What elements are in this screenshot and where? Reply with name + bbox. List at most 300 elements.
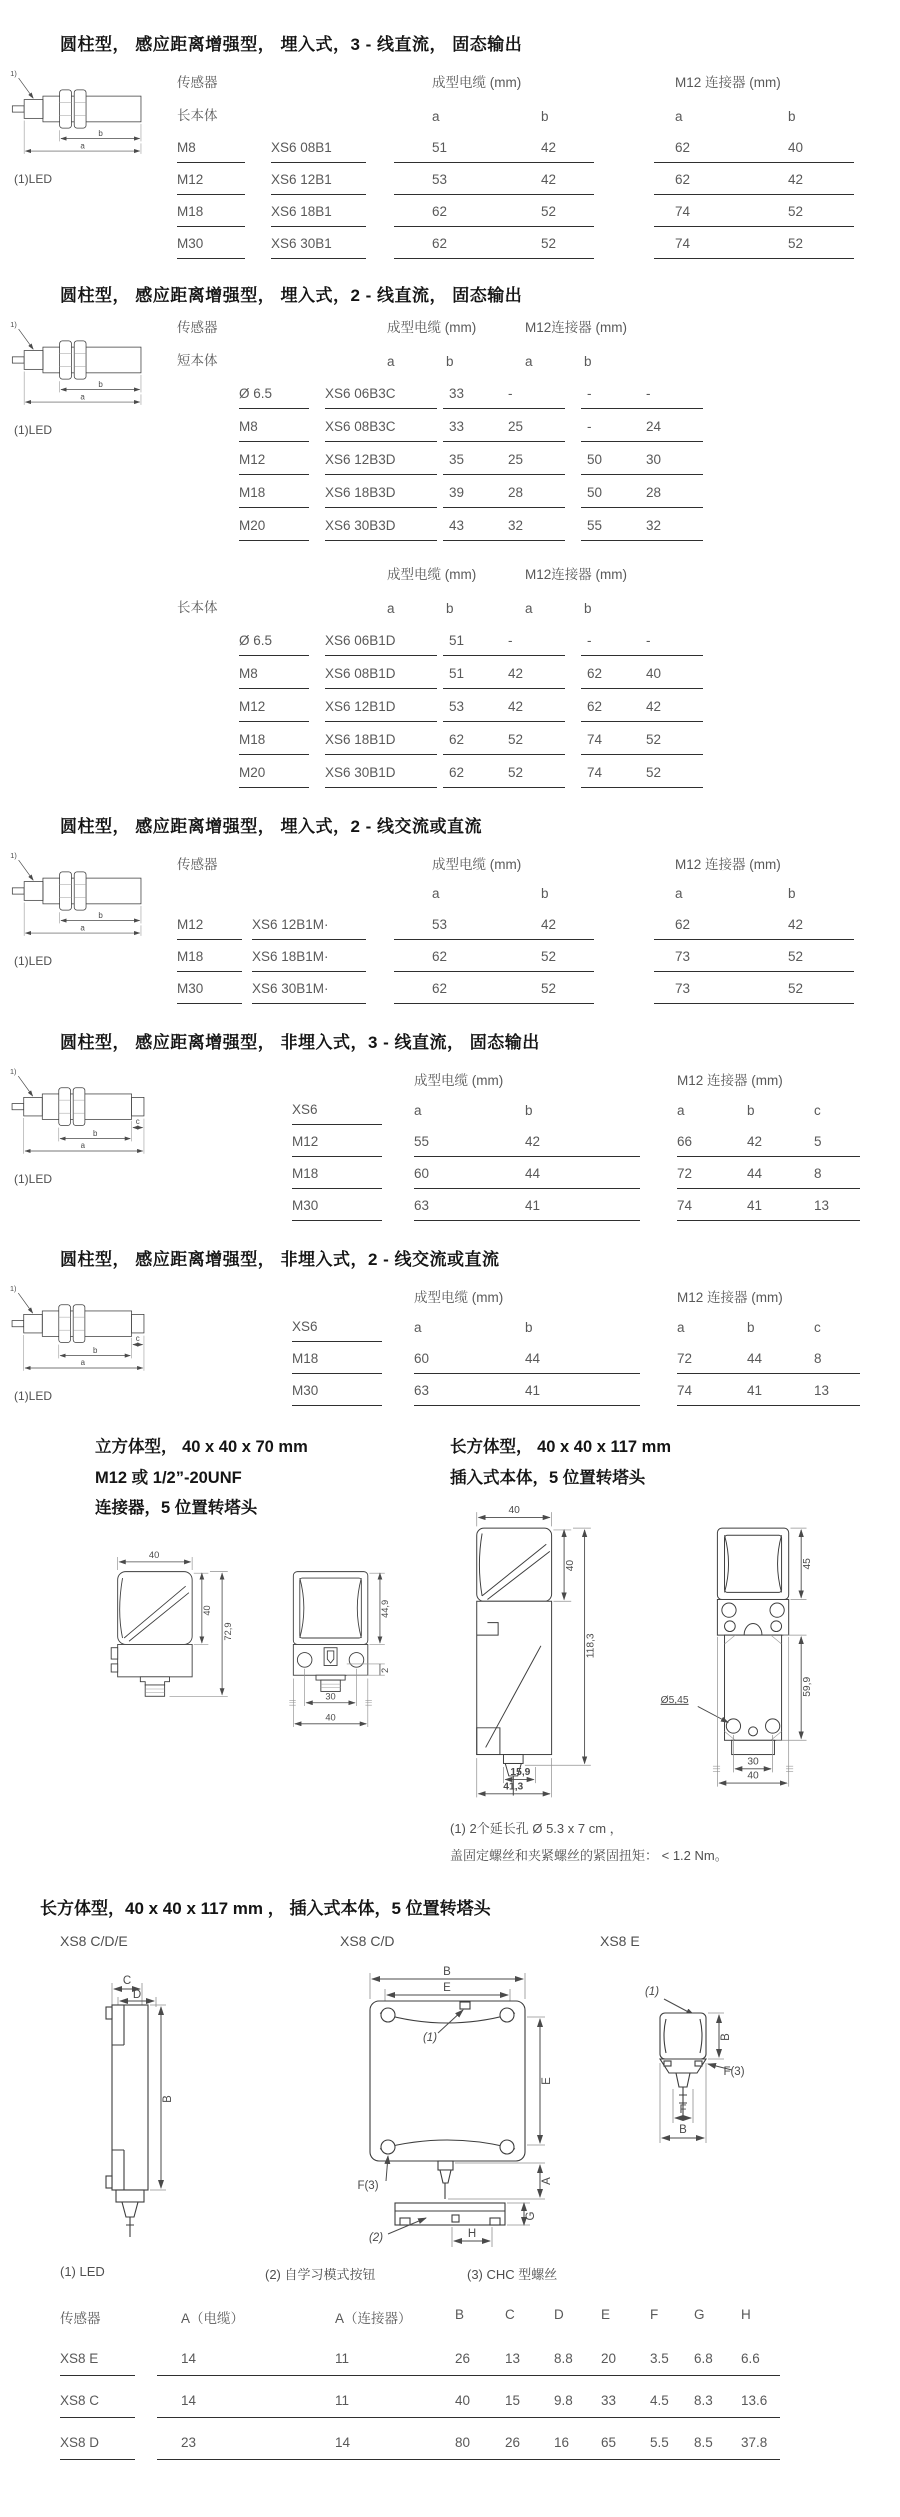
cell-model: XS6 12B1M·: [252, 917, 366, 940]
col-a: a: [677, 1320, 685, 1335]
dim-G: G: [525, 2211, 537, 2221]
dim-depth: 41,3: [503, 1781, 524, 1793]
section5-title: 圆柱型， 感应距离增强型， 非埋入式，2 - 线交流或直流: [60, 1250, 500, 1269]
table-subheader-row: [177, 886, 900, 908]
col-b: b: [541, 109, 549, 124]
cell-model: XS6 18B1M·: [252, 949, 366, 972]
section3-block: [0, 837, 900, 1004]
family-label: XS6: [292, 1102, 382, 1125]
table-row: [239, 633, 900, 656]
cell-conn-a: 66: [677, 1134, 693, 1149]
table-row: [239, 419, 900, 442]
cell-model: XS8 E: [60, 2351, 135, 2376]
cell-conn-c: 13: [814, 1383, 830, 1398]
table-row: [239, 386, 900, 409]
cell-d: 9.8: [554, 2393, 573, 2409]
cube-title-line3: 连接器，5 位置转塔头: [95, 1499, 258, 1518]
cell-cable-a: 51: [432, 140, 448, 155]
xs8-e-drawing: [600, 1955, 815, 2245]
cell-cable-a: 33: [449, 419, 465, 434]
section1-title: 圆柱型， 感应距离增强型， 埋入式，3 - 线直流， 固态输出: [60, 35, 523, 54]
dim-E: E: [541, 2077, 553, 2086]
col-e: E: [601, 2307, 611, 2323]
cell-cable-a: 62: [449, 732, 465, 747]
cell-cable-b: 41: [525, 1383, 541, 1398]
cell-cable-b: 44: [525, 1351, 541, 1366]
cell-conn-a: 50: [587, 452, 603, 467]
cell-cable-a: 62: [432, 981, 448, 996]
cell-cable-a: 33: [449, 386, 465, 401]
cylindrical-sensor-flush-drawing: [10, 851, 160, 940]
dim-hole-diameter: Ø5,45: [660, 1694, 689, 1706]
dim-B: B: [720, 2033, 732, 2042]
table-row: [239, 452, 900, 475]
cylindrical-sensor-flush-drawing: [10, 320, 160, 409]
cell-cable-b: 25: [508, 452, 524, 467]
cell-conn-b: 24: [646, 419, 662, 434]
xs8-cde-side-drawing: [60, 1955, 235, 2245]
cylindrical-sensor-nonflush-drawing: [10, 1284, 168, 1375]
table-row: [60, 2435, 900, 2460]
cell-size: M18: [239, 732, 309, 755]
cell-size: M30: [292, 1383, 382, 1406]
cell-c: 15: [505, 2393, 521, 2409]
dim-head-height: 40: [565, 1559, 576, 1572]
cell-size: M12: [239, 452, 309, 475]
xs8-cde-label: XS8 C/D/E: [60, 1933, 128, 1950]
section4-title: 圆柱型， 感应距离增强型， 非埋入式，3 - 线直流， 固态输出: [60, 1033, 540, 1052]
table-row: [292, 1166, 900, 1189]
cell-conn-b: -: [646, 633, 651, 648]
form-factor-section: [0, 1432, 900, 1868]
col-b: b: [788, 886, 796, 901]
cell-size: M8: [239, 419, 309, 442]
cell-conn-b: 52: [788, 949, 804, 964]
cell-conn-a: 74: [677, 1383, 693, 1398]
cell-conn-a: 74: [675, 236, 691, 251]
section3-title: 圆柱型， 感应距离增强型， 埋入式，2 - 线交流或直流: [60, 817, 483, 836]
cell-a-cable: 14: [181, 2393, 197, 2409]
cell-conn-a: 73: [675, 981, 691, 996]
xs8-section-title: 长方体型，40 x 40 x 117 mm ， 插入式本体，5 位置转塔头: [40, 1899, 491, 1919]
cell-size: M18: [239, 485, 309, 508]
col-a: a: [387, 354, 395, 369]
table-row: [239, 732, 900, 755]
table-row: [177, 236, 900, 259]
col-b: b: [584, 601, 592, 616]
cell-cable-b: 44: [525, 1166, 541, 1181]
cell-cable-b: 42: [541, 140, 557, 155]
cell-size: Ø 6.5: [239, 633, 309, 656]
col-cable: 成型电缆 (mm): [432, 75, 522, 90]
cell-cable-a: 39: [449, 485, 465, 500]
col-b: b: [446, 354, 454, 369]
dim-B: B: [679, 2124, 687, 2137]
col-sensor: 传感器: [177, 75, 218, 90]
col-b: b: [788, 109, 796, 124]
led-footnote: (1)LED: [14, 954, 53, 968]
dim-H: H: [467, 2228, 477, 2241]
cell-conn-b: 42: [788, 917, 804, 932]
section2-table: [177, 306, 900, 788]
section2-diagram: [10, 306, 177, 437]
callout-1-label: (1): [644, 1986, 660, 1999]
dim-gland-offset: 15,9: [510, 1767, 531, 1779]
cell-size: M20: [239, 518, 309, 541]
xs8-cde-column: [60, 1933, 340, 2258]
table-row: [239, 518, 900, 541]
section2-title: 圆柱型， 感应距离增强型， 埋入式，2 - 线直流， 固态输出: [60, 286, 523, 305]
col-f: F: [650, 2307, 659, 2323]
cell-conn-b: 42: [788, 172, 804, 187]
cell-size: M12: [239, 699, 309, 722]
cell-size: M12: [177, 917, 242, 940]
cell-conn-b: 52: [788, 981, 804, 996]
cell-model: XS6 30B1D: [325, 765, 437, 788]
cell-size: M8: [239, 666, 309, 689]
cell-model: XS6 12B3D: [325, 452, 437, 475]
cell-conn-a: -: [587, 633, 592, 648]
col-g: G: [694, 2307, 705, 2323]
dim-gap: 2: [380, 1667, 391, 1673]
col-a: a: [675, 886, 683, 901]
dim-width: 40: [148, 1549, 160, 1560]
cell-cable-a: 62: [449, 765, 465, 780]
rect-note-line1: (1) 2个延长孔 Ø 5.3 x 7 cm ，: [450, 1821, 623, 1837]
cell-h: 6.6: [741, 2351, 760, 2367]
cell-h: 37.8: [741, 2435, 768, 2451]
cell-conn-a: 62: [675, 917, 691, 932]
col-a: a: [432, 109, 440, 124]
cell-e: 65: [601, 2435, 617, 2451]
cube-title-line2: M12 或 1/2”-20UNF: [95, 1468, 242, 1487]
cell-f: 4.5: [650, 2393, 669, 2409]
cell-model: XS8 C: [60, 2393, 135, 2418]
cell-size: M18: [292, 1166, 382, 1189]
col-cable: 成型电缆 (mm): [414, 1073, 504, 1088]
cell-conn-c: 5: [814, 1134, 822, 1149]
cell-conn-b: 40: [646, 666, 662, 681]
col-a: a: [432, 886, 440, 901]
section4-block: [0, 1053, 900, 1221]
table-row: [60, 2393, 900, 2418]
cell-cable-b: 52: [541, 204, 557, 219]
col-connector: M12连接器 (mm): [525, 567, 627, 582]
cell-cable-a: 60: [414, 1166, 430, 1181]
cell-cable-b: 41: [525, 1198, 541, 1213]
cell-conn-a: 62: [587, 699, 603, 714]
table-row: [239, 485, 900, 508]
led-footnote: (1)LED: [14, 172, 53, 186]
table-row: [177, 949, 900, 972]
table-row: [292, 1198, 900, 1221]
cylindrical-sensor-flush-drawing: [10, 69, 160, 158]
col-cable: 成型电缆 (mm): [414, 1290, 504, 1305]
col-a-cable: A（电缆）: [181, 2311, 245, 2327]
col-a: a: [675, 109, 683, 124]
cell-model: XS6 18B1: [271, 204, 366, 227]
section1-diagram: [10, 55, 177, 186]
dim-hole-pitch: 30: [325, 1691, 336, 1702]
col-b: b: [747, 1103, 755, 1118]
rect-title-line1: 长方体型， 40 x 40 x 117 mm: [450, 1438, 672, 1456]
dim-hole-pitch: 30: [747, 1756, 759, 1768]
cell-conn-b: 41: [747, 1198, 763, 1213]
cell-conn-b: 52: [646, 765, 662, 780]
xs8-cd-front-drawing: [340, 1955, 590, 2253]
cell-conn-c: 8: [814, 1166, 822, 1181]
cell-conn-a: 50: [587, 485, 603, 500]
cell-cable-b: 25: [508, 419, 524, 434]
body-length-label: 长本体: [177, 600, 218, 615]
table-header-row: [60, 2307, 900, 2334]
cell-cable-b: 42: [508, 666, 524, 681]
led-footnote: (1)LED: [14, 1172, 53, 1186]
cell-conn-a: 74: [587, 765, 603, 780]
cell-model: XS6 18B1D: [325, 732, 437, 755]
cell-conn-a: -: [587, 386, 592, 401]
cell-a-cable: 23: [181, 2435, 197, 2451]
table-row: [177, 981, 900, 1004]
cell-cable-b: 52: [508, 732, 524, 747]
table-row: [177, 204, 900, 227]
section4-table: [292, 1053, 900, 1221]
footnote-teach-button: (2) 自学习模式按钮: [265, 2267, 376, 2283]
cell-size: Ø 6.5: [239, 386, 309, 409]
col-d: D: [554, 2307, 564, 2323]
cell-conn-a: 72: [677, 1351, 693, 1366]
cell-g: 8.5: [694, 2435, 713, 2451]
cell-size: M18: [177, 204, 245, 227]
cell-model: XS6 12B1: [271, 172, 366, 195]
table-subheader-row: [177, 349, 900, 376]
xs8-cd-label: XS8 C/D: [340, 1933, 395, 1950]
cell-conn-a: 72: [677, 1166, 693, 1181]
col-c: c: [814, 1320, 821, 1335]
cell-cable-a: 53: [449, 699, 465, 714]
cell-conn-c: 8: [814, 1351, 822, 1366]
cell-g: 8.3: [694, 2393, 713, 2409]
table-header-row: [177, 316, 900, 343]
rect-title-line2: 插入式本体，5 位置转塔头: [450, 1468, 646, 1487]
cell-cable-a: 35: [449, 452, 465, 467]
cell-cable-b: 42: [541, 917, 557, 932]
col-cable: 成型电缆 (mm): [387, 567, 477, 582]
cell-model: XS6 08B1: [271, 140, 366, 163]
family-label: XS6: [292, 1319, 382, 1342]
table-row: [177, 917, 900, 940]
led-footnote: (1)LED: [14, 1389, 53, 1403]
cell-conn-a: 73: [675, 949, 691, 964]
cell-a-connector: 11: [335, 2351, 350, 2367]
col-connector: M12 连接器 (mm): [677, 1073, 783, 1088]
dim-base-width: 40: [747, 1770, 759, 1782]
table-subheader-row: [292, 1319, 900, 1342]
table-header-row: [292, 1069, 900, 1096]
cell-conn-a: -: [587, 419, 592, 434]
cell-e: 33: [601, 2393, 617, 2409]
table-row: [292, 1351, 900, 1374]
col-b: b: [541, 886, 549, 901]
cell-conn-b: 52: [788, 204, 804, 219]
section2-block: [0, 306, 900, 788]
cell-c: 26: [505, 2435, 521, 2451]
cell-conn-a: 62: [675, 172, 691, 187]
cell-cable-a: 60: [414, 1351, 430, 1366]
cell-conn-b: 28: [646, 485, 662, 500]
callout-1-label: (1): [422, 2032, 438, 2045]
col-b: b: [446, 601, 454, 616]
cell-cable-a: 55: [414, 1134, 430, 1149]
col-a-connector: A（连接器）: [335, 2311, 412, 2327]
dim-total-height: 72,9: [223, 1622, 233, 1641]
cell-conn-b: 44: [747, 1351, 763, 1366]
cell-f: 5.5: [650, 2435, 669, 2451]
rect-sensor-drawing: [450, 1503, 860, 1802]
cell-cable-b: 32: [508, 518, 524, 533]
cube-column: [0, 1432, 450, 1868]
cell-size: M8: [177, 140, 245, 163]
cylindrical-sensor-nonflush-drawing: [10, 1067, 168, 1158]
cell-cable-b: 28: [508, 485, 524, 500]
dim-total-height: 118,3: [585, 1633, 597, 1659]
cell-conn-a: 74: [675, 204, 691, 219]
table-header-row: [292, 1286, 900, 1313]
dim-F3: F(3): [723, 2066, 745, 2079]
cell-conn-a: 74: [677, 1198, 693, 1213]
callout-2-label: (2): [368, 2232, 384, 2245]
cell-cable-a: 51: [449, 666, 465, 681]
dim-F: F: [679, 2104, 687, 2117]
table-row: [239, 666, 900, 689]
cell-b: 80: [455, 2435, 471, 2451]
cell-cable-a: 62: [432, 236, 448, 251]
col-c: c: [814, 1103, 821, 1118]
cell-cable-b: 52: [541, 981, 557, 996]
cell-conn-a: 62: [675, 140, 691, 155]
col-h: H: [741, 2307, 751, 2323]
cell-cable-b: 52: [541, 236, 557, 251]
cell-model: XS6 06B3C: [325, 386, 437, 409]
cell-conn-b: 52: [788, 236, 804, 251]
col-b: b: [747, 1320, 755, 1335]
col-b: b: [525, 1103, 533, 1118]
cell-size: M30: [292, 1198, 382, 1221]
col-a: a: [387, 601, 395, 616]
cube-title-line1: 立方体型， 40 x 40 x 70 mm: [95, 1438, 308, 1456]
cell-cable-a: 53: [432, 172, 448, 187]
col-connector: M12连接器 (mm): [525, 320, 627, 335]
cell-cable-b: -: [508, 633, 513, 648]
table-subheader-row: [177, 596, 900, 623]
cell-cable-a: 53: [432, 917, 448, 932]
cell-cable-a: 63: [414, 1198, 430, 1213]
cube-sensor-drawing: [95, 1538, 435, 1738]
cell-cable-b: 42: [541, 172, 557, 187]
xs8-drawings-row: [0, 1933, 900, 2258]
xs8-e-label: XS8 E: [600, 1933, 640, 1950]
footnote-led: (1) LED: [60, 2264, 105, 2280]
rect-column: [450, 1432, 900, 1868]
cell-d: 8.8: [554, 2351, 573, 2367]
dim-head-height: 40: [201, 1604, 212, 1616]
dim-width: 40: [508, 1505, 520, 1517]
dim-B: B: [443, 1966, 451, 1979]
table-row: [239, 765, 900, 788]
cell-conn-b: 41: [747, 1383, 763, 1398]
cell-size: M20: [239, 765, 309, 788]
col-a: a: [414, 1103, 422, 1118]
cell-conn-c: 13: [814, 1198, 830, 1213]
cell-cable-b: 42: [508, 699, 524, 714]
cell-conn-b: 44: [747, 1166, 763, 1181]
dim-E: E: [443, 1982, 451, 1995]
col-sensor: 传感器: [60, 2311, 101, 2327]
cell-cable-b: -: [508, 386, 513, 401]
table-row: [177, 140, 900, 163]
col-cable: 成型电缆 (mm): [387, 320, 477, 335]
cell-size: M30: [177, 236, 245, 259]
dim-C: C: [122, 1975, 132, 1988]
col-connector: M12 连接器 (mm): [677, 1290, 783, 1305]
dim-D: D: [132, 1989, 142, 2002]
body-length-label: 短本体: [177, 353, 218, 368]
cell-a-connector: 11: [335, 2393, 350, 2409]
table-header-row: [177, 853, 900, 880]
led-footnote: (1)LED: [14, 423, 53, 437]
dim-head-front: 45: [802, 1558, 814, 1570]
cell-conn-b: 42: [747, 1134, 763, 1149]
cell-cable-b: 42: [525, 1134, 541, 1149]
col-a: a: [525, 354, 533, 369]
cell-a-connector: 14: [335, 2435, 351, 2451]
dim-B: B: [162, 2095, 174, 2104]
col-a: a: [525, 601, 533, 616]
cell-model: XS6 08B3C: [325, 419, 437, 442]
body-length-label: 长本体: [177, 108, 218, 123]
cell-model: XS8 D: [60, 2435, 135, 2460]
table-row: [177, 172, 900, 195]
table-header-row: [177, 71, 900, 98]
xs8-cd-column: [340, 1933, 600, 2258]
section4-diagram: [10, 1053, 177, 1186]
dim-body-height: 59,9: [802, 1676, 814, 1697]
cell-conn-a: 55: [587, 518, 603, 533]
cell-conn-b: -: [646, 386, 651, 401]
cell-cable-b: 52: [541, 949, 557, 964]
table-subheader-row: [292, 1102, 900, 1125]
cell-cable-a: 62: [432, 949, 448, 964]
cell-model: XS6 18B3D: [325, 485, 437, 508]
rect-note-line2: 盖固定螺丝和夹紧螺丝的紧固扭矩： < 1.2 Nm。: [450, 1847, 728, 1863]
cell-size: M12: [292, 1134, 382, 1157]
cell-cable-b: 52: [508, 765, 524, 780]
table-row: [60, 2351, 900, 2376]
cell-conn-a: 74: [587, 732, 603, 747]
table-subheader-row: [177, 104, 900, 131]
dim-head-front: 44,9: [380, 1599, 391, 1618]
cell-size: M18: [292, 1351, 382, 1374]
cell-a-cable: 14: [181, 2351, 197, 2367]
footnote-chc-screw: (3) CHC 型螺丝: [467, 2267, 558, 2283]
col-connector: M12 连接器 (mm): [675, 75, 781, 90]
table-row: [292, 1134, 900, 1157]
section3-diagram: [10, 837, 177, 968]
cell-cable-a: 63: [414, 1383, 430, 1398]
col-connector: M12 连接器 (mm): [675, 857, 781, 872]
table-header-row: [177, 563, 900, 590]
cell-model: XS6 30B1M·: [252, 981, 366, 1004]
